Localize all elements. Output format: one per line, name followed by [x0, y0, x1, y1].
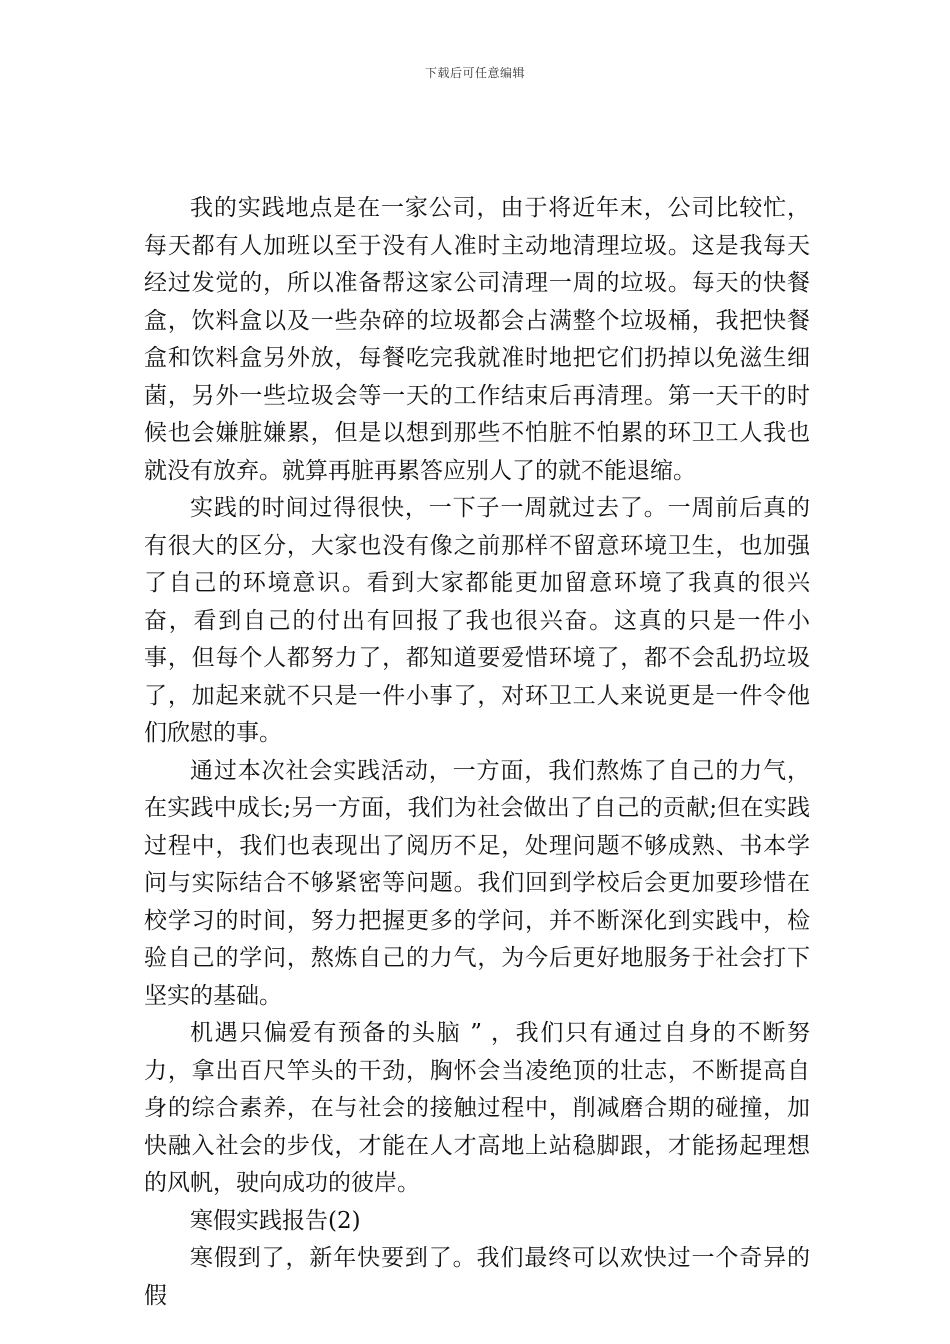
paragraph: 实践的时间过得很快，一下子一周就过去了。一周前后真的有很大的区分，大家也没有像之前那样不留意环境卫生，也加强了自己的环境意识。看到大家都能更加留意环境了我真的很兴奋，看到自己的付出有回报了我也很兴奋。这真的只是一件小事，但每个人都努力了，都知道要爱惜环境了，都不会乱扔垃圾了，加起来就不只是一件小事了，对环卫工人来说更是一件令他们欣慰的事。 — [144, 495, 810, 746]
page-header-note: 下载后可任意编辑 — [424, 66, 525, 80]
paragraph: 通过本次社会实践活动，一方面，我们熬炼了自己的力气，在实践中成长;另一方面，我们为社会做出了自己的贡献;但在实践过程中，我们也表现出了阅历不足，处理问题不够成熟、书本学问与实际结合不够紧密等问题。我们回到学校后会更加要珍惜在校学习的时间，努力把握更多的学问，并不断深化到实践中，检验自己的学问，熬炼自己的力气，为今后更好地服务于社会打下坚实的基础。 — [144, 757, 810, 1009]
section-title: 寒假实践报告(2) — [190, 1207, 361, 1234]
paragraph: 机遇只偏爱有预备的头脑 ” ，我们只有通过自身的不断努力，拿出百尺竿头的干劲，胸怀会当凌绝顶的壮志，不断提高自身的综合素养，在与社会的接触过程中，削减磨合期的碰撞，加快融入社会的步伐，才能在人才高地上站稳脚跟，才能扬起理想的风帆，驶向成功的彼岸。 — [144, 1020, 810, 1196]
document-body — [144, 190, 810, 1315]
paragraph: 寒假到了，新年快要到了。我们最终可以欢快过一个奇异的假 — [144, 1245, 810, 1309]
paragraph: 我的实践地点是在一家公司，由于将近年末，公司比较忙，每天都有人加班以至于没有人准时主动地清理垃圾。这是我每天经过发觉的，所以准备帮这家公司清理一周的垃圾。每天的快餐盒，饮料盒以及一些杂碎的垃圾都会占满整个垃圾桶，我把快餐盒和饮料盒另外放，每餐吃完我就准时地把它们扔掉以免滋生细菌，另外一些垃圾会等一天的工作结束后再清理。第一天干的时候也会嫌脏嫌累，但是以想到那些不怕脏不怕累的环卫工人我也就没有放弃。就算再脏再累答应别人了的就不能退缩。 — [144, 195, 810, 484]
